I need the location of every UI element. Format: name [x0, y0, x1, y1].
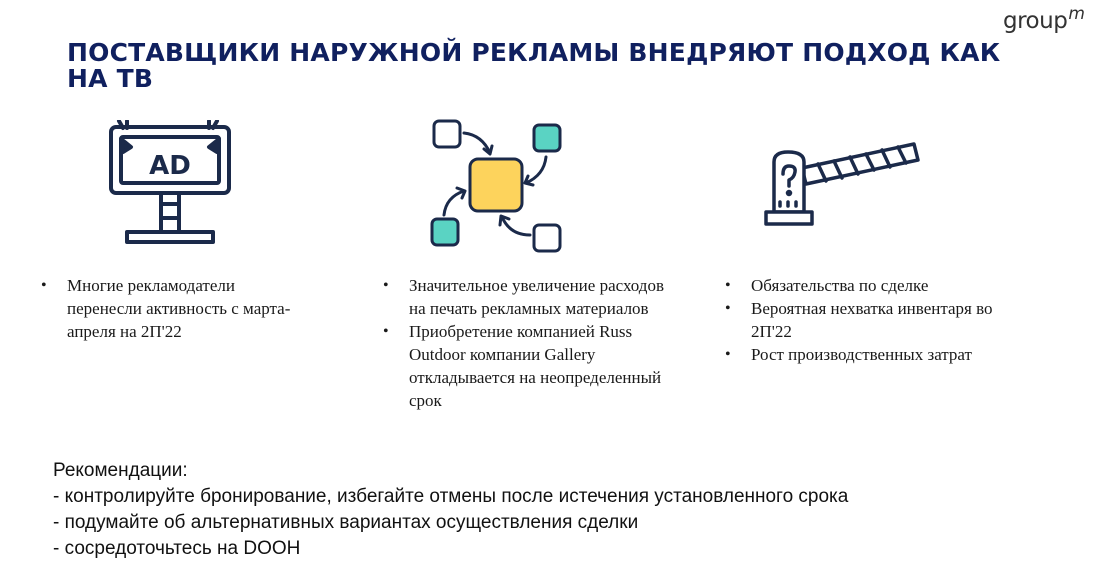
- recommendation-item: - контролируйте бронирование, избегайте отмены после истечения установленного срока: [53, 486, 849, 507]
- barrier-gate-icon: [762, 140, 922, 230]
- bullets-column-1: [41, 274, 311, 343]
- bullet-item: • Приобретение компанией Russ Outdoor компании Gallery откладывается на неопределенный срок: [383, 320, 683, 412]
- page-title: ПОСТАВЩИКИ НАРУЖНОЙ РЕКЛАМЫ ВНЕДРЯЮТ ПОДХОД КАК НА ТВ: [67, 38, 1001, 93]
- billboard-icon: [105, 120, 235, 248]
- bullets-column-2: [383, 274, 683, 412]
- recommendations-block: [53, 458, 848, 562]
- exchange-squares-icon: [428, 117, 568, 253]
- bullet-item: • Рост производственных затрат: [725, 343, 995, 366]
- bullet-item: • Значительное увеличение расходов на печать рекламных материалов: [383, 274, 683, 320]
- recommendations-heading: Рекомендации:: [53, 460, 188, 481]
- billboard-ad-label: AD: [149, 151, 191, 181]
- recommendation-item: - подумайте об альтернативных вариантах осуществления сделки: [53, 512, 639, 533]
- bullet-item: • Обязательства по сделке: [725, 274, 995, 297]
- recommendation-item: - сосредоточьтесь на DOOH: [53, 538, 301, 559]
- groupm-logo: group$^m$: [1003, 4, 1085, 34]
- bullet-item: • Многие рекламодатели перенесли активность с марта-апреля на 2П'22: [41, 274, 311, 343]
- bullets-column-3: [725, 274, 995, 366]
- bullet-item: • Вероятная нехватка инвентаря во 2П'22: [725, 297, 995, 343]
